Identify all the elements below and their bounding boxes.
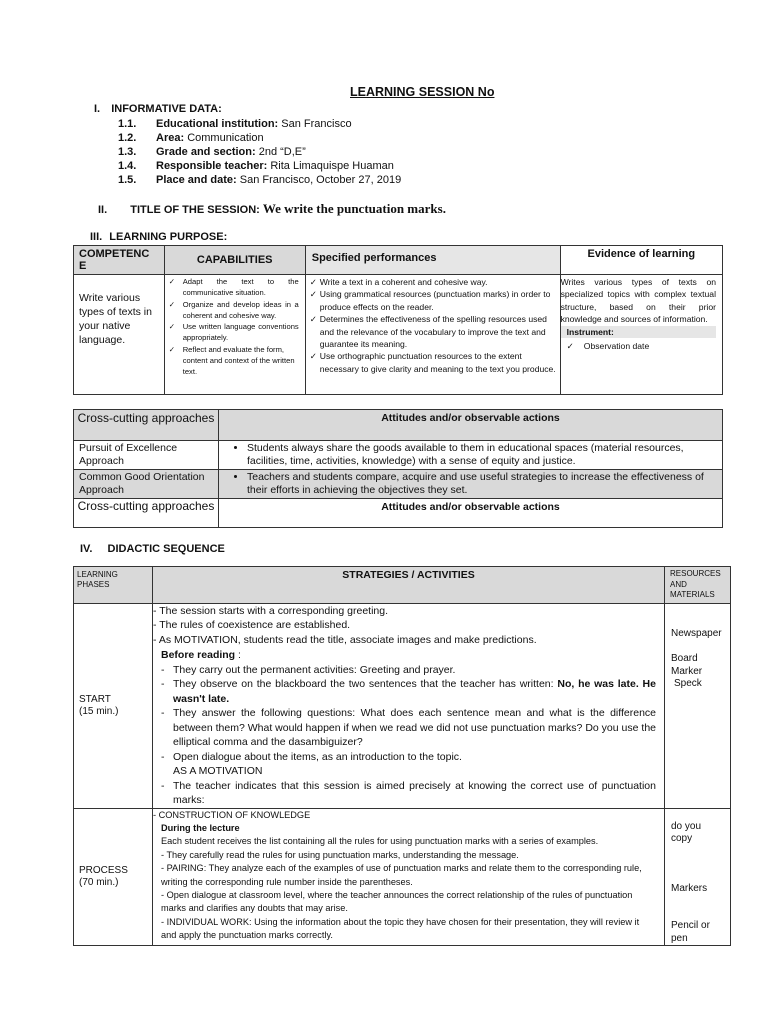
info-label: Area: (156, 132, 185, 144)
capabilities-list (164, 275, 305, 395)
dash-item: - They answer the following questions: What does each sentence mean and what is the difference between them? What would happen if when we read we did not use punctuation marks? Do you use the elliptical comma and the dasambiguizer? (161, 707, 656, 748)
instrument-label: Instrument: (561, 326, 716, 338)
before-reading-colon: : (235, 649, 241, 661)
process-body: - Open dialogue at classroom level, where the teacher announces the correct relationship of the rules of punctuation marks and clarifies any doubts that may arise. (161, 889, 633, 914)
performance-text: Use orthographic punctuation resources to the extent necessary to give clarity and meaning to the text you produce. (319, 351, 556, 374)
checkmark-icon: ✓ (168, 277, 176, 286)
resource-item: Speck (674, 678, 702, 689)
info-label: Educational institution: (156, 118, 279, 130)
resource-item: Board (671, 653, 698, 664)
dash-item-text: The teacher indicates that this session is aimed precisely at knowing the correct use of punctuation marks: (173, 779, 656, 806)
header-performances: Specified performances (305, 246, 560, 275)
dash-item: - They observe on the blackboard the two sentences that the teacher has written: No, he was late. He wasn't late. (161, 678, 656, 705)
dash-item: - Open dialogue about the items, as an introduction to the topic. (153, 750, 656, 765)
info-label: Place and date: (156, 174, 237, 186)
info-num: 1.2. (118, 132, 137, 144)
performance-text: Using grammatical resources (punctuation marks) in order to produce effects on the reader. (319, 289, 551, 312)
info-value: San Francisco (281, 118, 352, 130)
process-body: - They carefully read the rules for using punctuation marks, understanding the message. (161, 849, 519, 860)
dash-item: - The teacher indicates that this session is aimed precisely at knowing the correct use of punctuation marks: (161, 779, 656, 806)
info-value: Communication (187, 132, 264, 144)
info-label: Responsible teacher: (156, 160, 268, 172)
checkmark-icon: ✓ (566, 341, 574, 352)
info-item (118, 146, 306, 158)
activity-line: - The session starts with a corresponding greeting. (153, 604, 389, 617)
performance-text: Determines the effectiveness of the spelling resources used and the relevance of the vocabulary to improve the text and guarantee its meaning. (319, 314, 547, 350)
before-reading-label: Before reading (161, 649, 236, 661)
process-body: - INDIVIDUAL WORK: Using the information about the topic they have chosen for their presentation, they will review it and apply the punctuation marks correctly. (161, 916, 640, 941)
activity-line: - CONSTRUCTION OF KNOWLEDGE (153, 809, 311, 820)
start-resources (665, 603, 731, 808)
info-num: 1.4. (118, 160, 137, 172)
performance-item (310, 350, 557, 375)
process-body: Each student receives the list containing all the rules for using punctuation marks with a series of examples. (161, 836, 599, 847)
phase-time: (15 min.) (79, 705, 119, 717)
section-number: III. (90, 231, 103, 243)
capability-item (169, 321, 299, 344)
checkmark-icon: ✓ (309, 351, 317, 362)
checkmark-icon: ✓ (168, 344, 176, 354)
evidence-text: Writes various types of texts on specialized topics with complex textual structure, based on their prior knowledge and sources of information. (560, 277, 716, 325)
phase-time: (70 min.) (79, 876, 119, 888)
crosscutting-table (73, 409, 723, 528)
info-item (118, 132, 264, 144)
phase-name: START (79, 693, 111, 705)
dash-item: - They carry out the permanent activities: Greeting and prayer. (153, 663, 656, 678)
approach-action-cell (219, 441, 723, 470)
session-title-line (98, 201, 446, 217)
capability-text: Adapt the text to the communicative situation. (182, 277, 299, 298)
performance-item (310, 288, 557, 313)
capability-item (169, 276, 299, 299)
activity-line: - As MOTIVATION, students read the title, associate images and make predictions. (153, 633, 537, 646)
competence-text: Write various types of texts in your native language. (74, 275, 165, 395)
section-title: INFORMATIVE DATA: (111, 103, 222, 115)
session-title-label: TITLE OF THE SESSION: (130, 204, 260, 216)
phase-start (74, 603, 153, 808)
resource-item: do you copy (671, 820, 702, 844)
section-informative-heading (94, 103, 222, 115)
dash-item-text: They observe on the blackboard the two sentences that the teacher has written: (173, 678, 558, 690)
capability-text: Reflect and evaluate the form, content and context of the written text. (182, 344, 295, 377)
approach-action: • Students always share the goods available to them in educational spaces (material resources, facilities, time, activities, knowledge) with a sense of equity and justice. (247, 442, 718, 468)
info-num: 1.1. (118, 118, 137, 130)
section-title: LEARNING PURPOSE: (109, 231, 228, 243)
as-motivation: AS A MOTIVATION (173, 765, 263, 777)
header-phases: LEARNING PHASES (74, 567, 153, 604)
dash-item-text: They carry out the permanent activities: Greeting and prayer. (173, 663, 456, 676)
capability-item (169, 299, 299, 322)
evidence-cell (560, 275, 722, 395)
header-competence: COMPETENC E (74, 246, 165, 275)
crosscutting-footer-right: Attitudes and/or observable actions (219, 499, 723, 528)
info-num: 1.5. (118, 174, 137, 186)
header-resources: RESOURCES AND MATERIALS (665, 567, 731, 604)
instrument-item (561, 340, 716, 352)
approach-name: Pursuit of Excellence Approach (74, 441, 219, 470)
performance-item (310, 276, 557, 288)
header-strategies: STRATEGIES / ACTIVITIES (153, 567, 665, 604)
learning-purpose-table (73, 245, 723, 395)
checkmark-icon: ✓ (168, 299, 176, 309)
resource-item: Markers (671, 882, 708, 894)
info-item (118, 118, 352, 130)
header-capabilities: CAPABILITIES (164, 246, 305, 275)
didactic-table (73, 566, 731, 946)
checkmark-icon: ✓ (309, 277, 317, 287)
info-label: Grade and section: (156, 146, 256, 158)
capability-text: Use written language conventions appropriately. (182, 322, 299, 343)
process-resources (665, 808, 731, 946)
section-didactic-heading (80, 543, 225, 555)
info-value: San Francisco, October 27, 2019 (239, 174, 402, 186)
performance-item (310, 313, 557, 350)
checkmark-icon: ✓ (168, 322, 176, 332)
section-number: II. (98, 204, 108, 216)
instrument-text: Observation date (583, 341, 650, 352)
before-reading-line (153, 648, 656, 663)
phase-name: PROCESS (79, 864, 128, 876)
checkmark-icon: ✓ (309, 289, 317, 300)
page-title: LEARNING SESSION No (350, 85, 495, 99)
section-purpose-heading (90, 231, 227, 243)
dash-item-text: They answer the following questions: What does each sentence mean and what is the difference between them? What would happen if when we read we did not use punctuation marks? Do you use the elliptical comma and the dasambiguizer? (173, 707, 656, 748)
crosscutting-header-left: Cross-cutting approaches (74, 410, 219, 441)
phase-process (74, 808, 153, 946)
session-title-value: We write the punctuation marks. (262, 201, 446, 216)
info-num: 1.3. (118, 146, 137, 158)
resource-item: Newspaper (671, 627, 722, 639)
header-evidence: Evidence of learning (560, 246, 722, 275)
resource-item: Pencil or pen (671, 920, 710, 944)
crosscutting-footer-left: Cross-cutting approaches (74, 499, 219, 528)
approach-name: Common Good Orientation Approach (74, 470, 219, 499)
checkmark-icon: ✓ (309, 314, 317, 325)
during-label: During the lecture (161, 822, 240, 833)
capability-item (169, 344, 299, 378)
activity-line: - The rules of coexistence are established. (153, 619, 351, 631)
process-activities (153, 808, 665, 946)
section-number: I. (94, 103, 101, 115)
section-title: DIDACTIC SEQUENCE (107, 543, 225, 555)
performances-list (305, 275, 560, 395)
resource-item: Marker (671, 665, 703, 677)
dash-item-bold: No, he was late. He wasn't late. (173, 678, 656, 705)
info-value: 2nd “D,E” (258, 146, 306, 158)
process-body: - PAIRING: They analyze each of the examples of use of punctuation marks and relate them to the corresponding rule, writing the corresponding rule number inside the parentheses. (161, 863, 642, 887)
approach-action-cell (219, 470, 723, 499)
dash-item-text: Open dialogue about the items, as an introduction to the topic. (173, 750, 462, 763)
info-value: Rita Limaquispe Huaman (270, 160, 394, 172)
section-number: IV. (80, 543, 93, 555)
info-item (118, 160, 394, 172)
start-activities (153, 603, 665, 808)
crosscutting-header-right: Attitudes and/or observable actions (219, 410, 723, 441)
performance-text: Write a text in a coherent and cohesive way. (319, 277, 488, 287)
approach-action: • Teachers and students compare, acquire and use useful strategies to increase the effectiveness of their efforts in achieving the objectives they set. (247, 471, 718, 497)
capability-text: Organize and develop ideas in a coherent and cohesive way. (182, 299, 299, 320)
info-item (118, 174, 401, 186)
